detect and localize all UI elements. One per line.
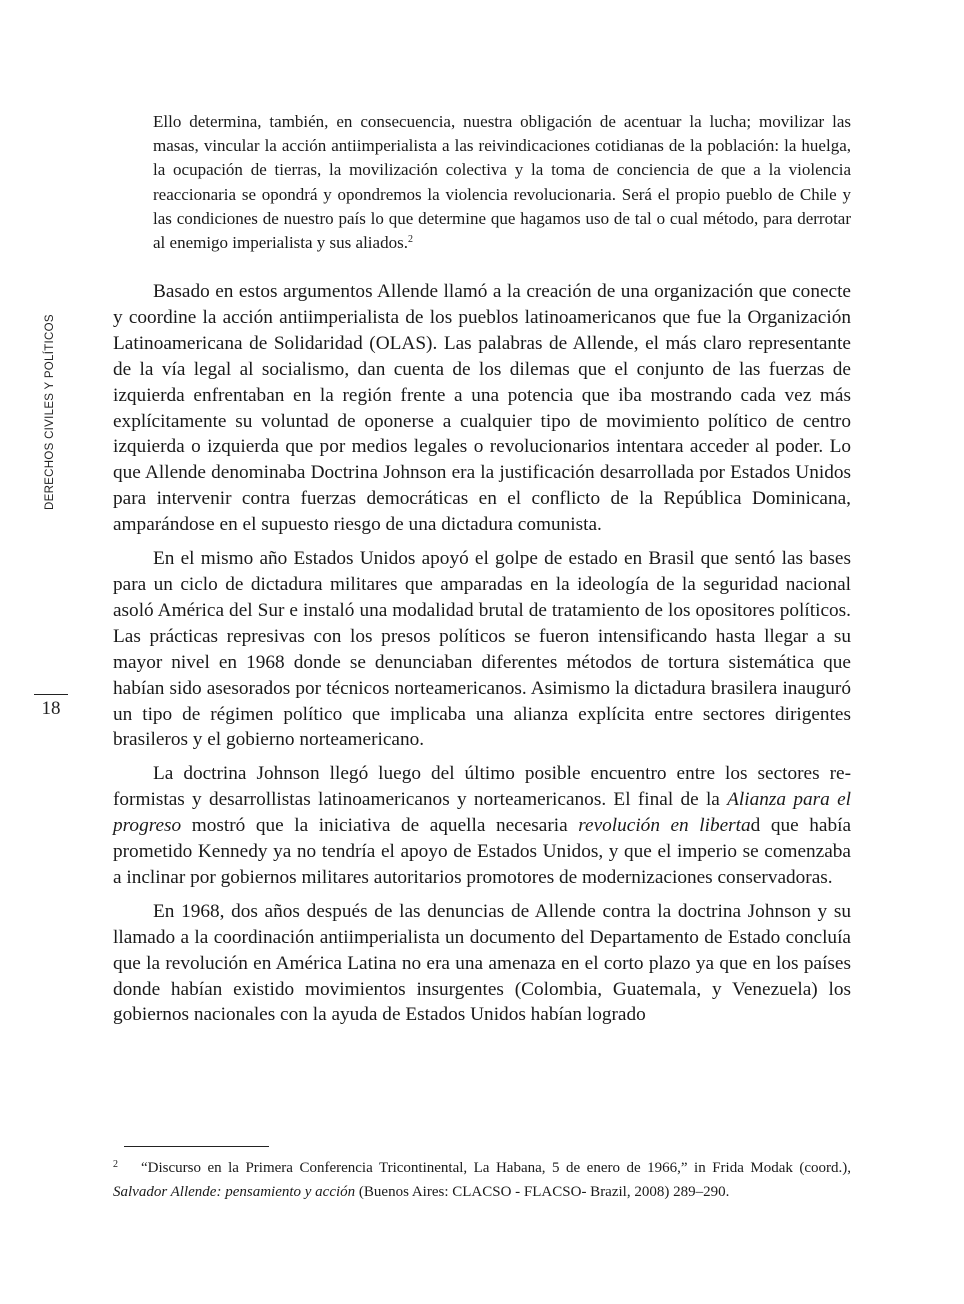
block-quote	[153, 110, 851, 255]
paragraph-3-text-a: La doctrina Johnson llegó luego del último posible encuentro entre los sectores reformistas y desarrollistas latinoamericanos y norteamericanos. El final de la	[113, 763, 851, 811]
italic-revolucion-en-libertad: revolución en liberta	[578, 815, 751, 837]
footnote-reference[interactable]: 2	[407, 234, 413, 246]
paragraph-3	[113, 761, 851, 891]
paragraph-4: En 1968, dos años después de las denuncias de Allende contra la doctrina Johnson y su llamado a la coordinación antiimperialista un documento del Departamento de Estado concluía que la revolución en América Latina no era una amenaza en el corto plazo ya que en los países donde habían existido movimientos insurgentes (Colombia, Guatemala, y Venezuela) los gobiernos nacionales con la ayuda de Estados Unidos habían logrado	[113, 900, 851, 1026]
footnote-text-a: “Discurso en la Primera Conferencia Tricontinental, La Habana, 5 de enero de 1966,” in Frida Modak (coord.),	[141, 1160, 851, 1176]
footnote-text-c: (Buenos Aires: CLACSO - FLACSO- Brazil, 2008) 289–290.	[355, 1184, 730, 1200]
paragraph-3-text-e: d que había prometido Kennedy ya no tendría el apoyo de Estados Unidos, y que el imperio se comenzaba a inclinar por gobiernos militares autoritarios promotores de modernizaciones conservadoras.	[113, 815, 851, 888]
paragraph-3-text-c: mostró que la iniciativa de aquella necesaria	[181, 815, 579, 837]
footnote	[113, 1153, 851, 1204]
folio-rule	[34, 694, 68, 695]
paragraph-2: En el mismo año Estados Unidos apoyó el golpe de estado en Brasil que sentó las bases para un ciclo de dictadura militares que amparadas en la ideología de la seguridad nacional asoló América del Sur e instaló una modalidad brutal de tratamiento de los opositores políticos. Las prácticas represivas con los presos políticos se fueron intensificando hasta llegar a su mayor nivel en 1968 donde se denunciaban diferentes métodos de tortura sistemática que habían sido asesorados por técnicos norteamericanos. Asimismo la dictadura brasilera inauguró un tipo de régimen político que implicaba una alianza explícita entre sectores dirigentes brasileros y el gobierno norteamericano.	[113, 548, 851, 751]
italic-alianza-para-el-progreso: Alianza para el progreso	[113, 789, 851, 837]
paragraph-1: Basado en estos argumentos Allende llamó a la creación de una organización que conecte y coordine la acción antiimperialista de los pueblos latinoamericanos que fue la Organización Latinoamericana de Solidaridad (OLAS). Las palabras de Allende, el más claro representante de la vía legal al socialismo, dan cuenta de los dilemas que el conjunto de las fuerzas de izquierda enfrentaban en la región frente a una potencia que iba mostrando cada vez más explícitamente su voluntad de oponerse a cualquier tipo de movimiento político de centro izquierda o izquierda que por medios legales o revolucionarios intentara acceder al poder. Lo que Allende denominaba Doctrina Johnson era la justificación desarrollada por Estados Unidos para intervenir contra fuerzas democráticas en el conflicto de la República Dominicana, amparándose en el supuesto riesgo de una dictadura comunista.	[113, 281, 851, 536]
footnote-book-title: Salvador Allende: pensamiento y acción	[113, 1184, 356, 1200]
footnote-rule	[124, 1146, 269, 1147]
footnote-number: 2	[113, 1159, 118, 1170]
block-quote-text: Ello determina, también, en consecuencia, nuestra obligación de acentuar la lucha; movilizar las masas, vincular la acción antiimperialista a las reivindicaciones cotidianas de la población: la huelga, la ocupación de tierras, la movilización colectiva y la toma de conciencia de que a la violencia reaccionaria se opondrá y opondremos la violencia revolucionaria. Será el propio pueblo de Chile y las condiciones de nuestro país lo que determine que hagamos uso de tal o cual método, para derrotar al enemigo imperialista y sus aliados.	[153, 112, 851, 253]
page-number: 18	[41, 698, 61, 719]
running-head: DERECHOS CIVILES Y POLÍTICOS	[44, 314, 56, 510]
body-text	[113, 279, 851, 1036]
